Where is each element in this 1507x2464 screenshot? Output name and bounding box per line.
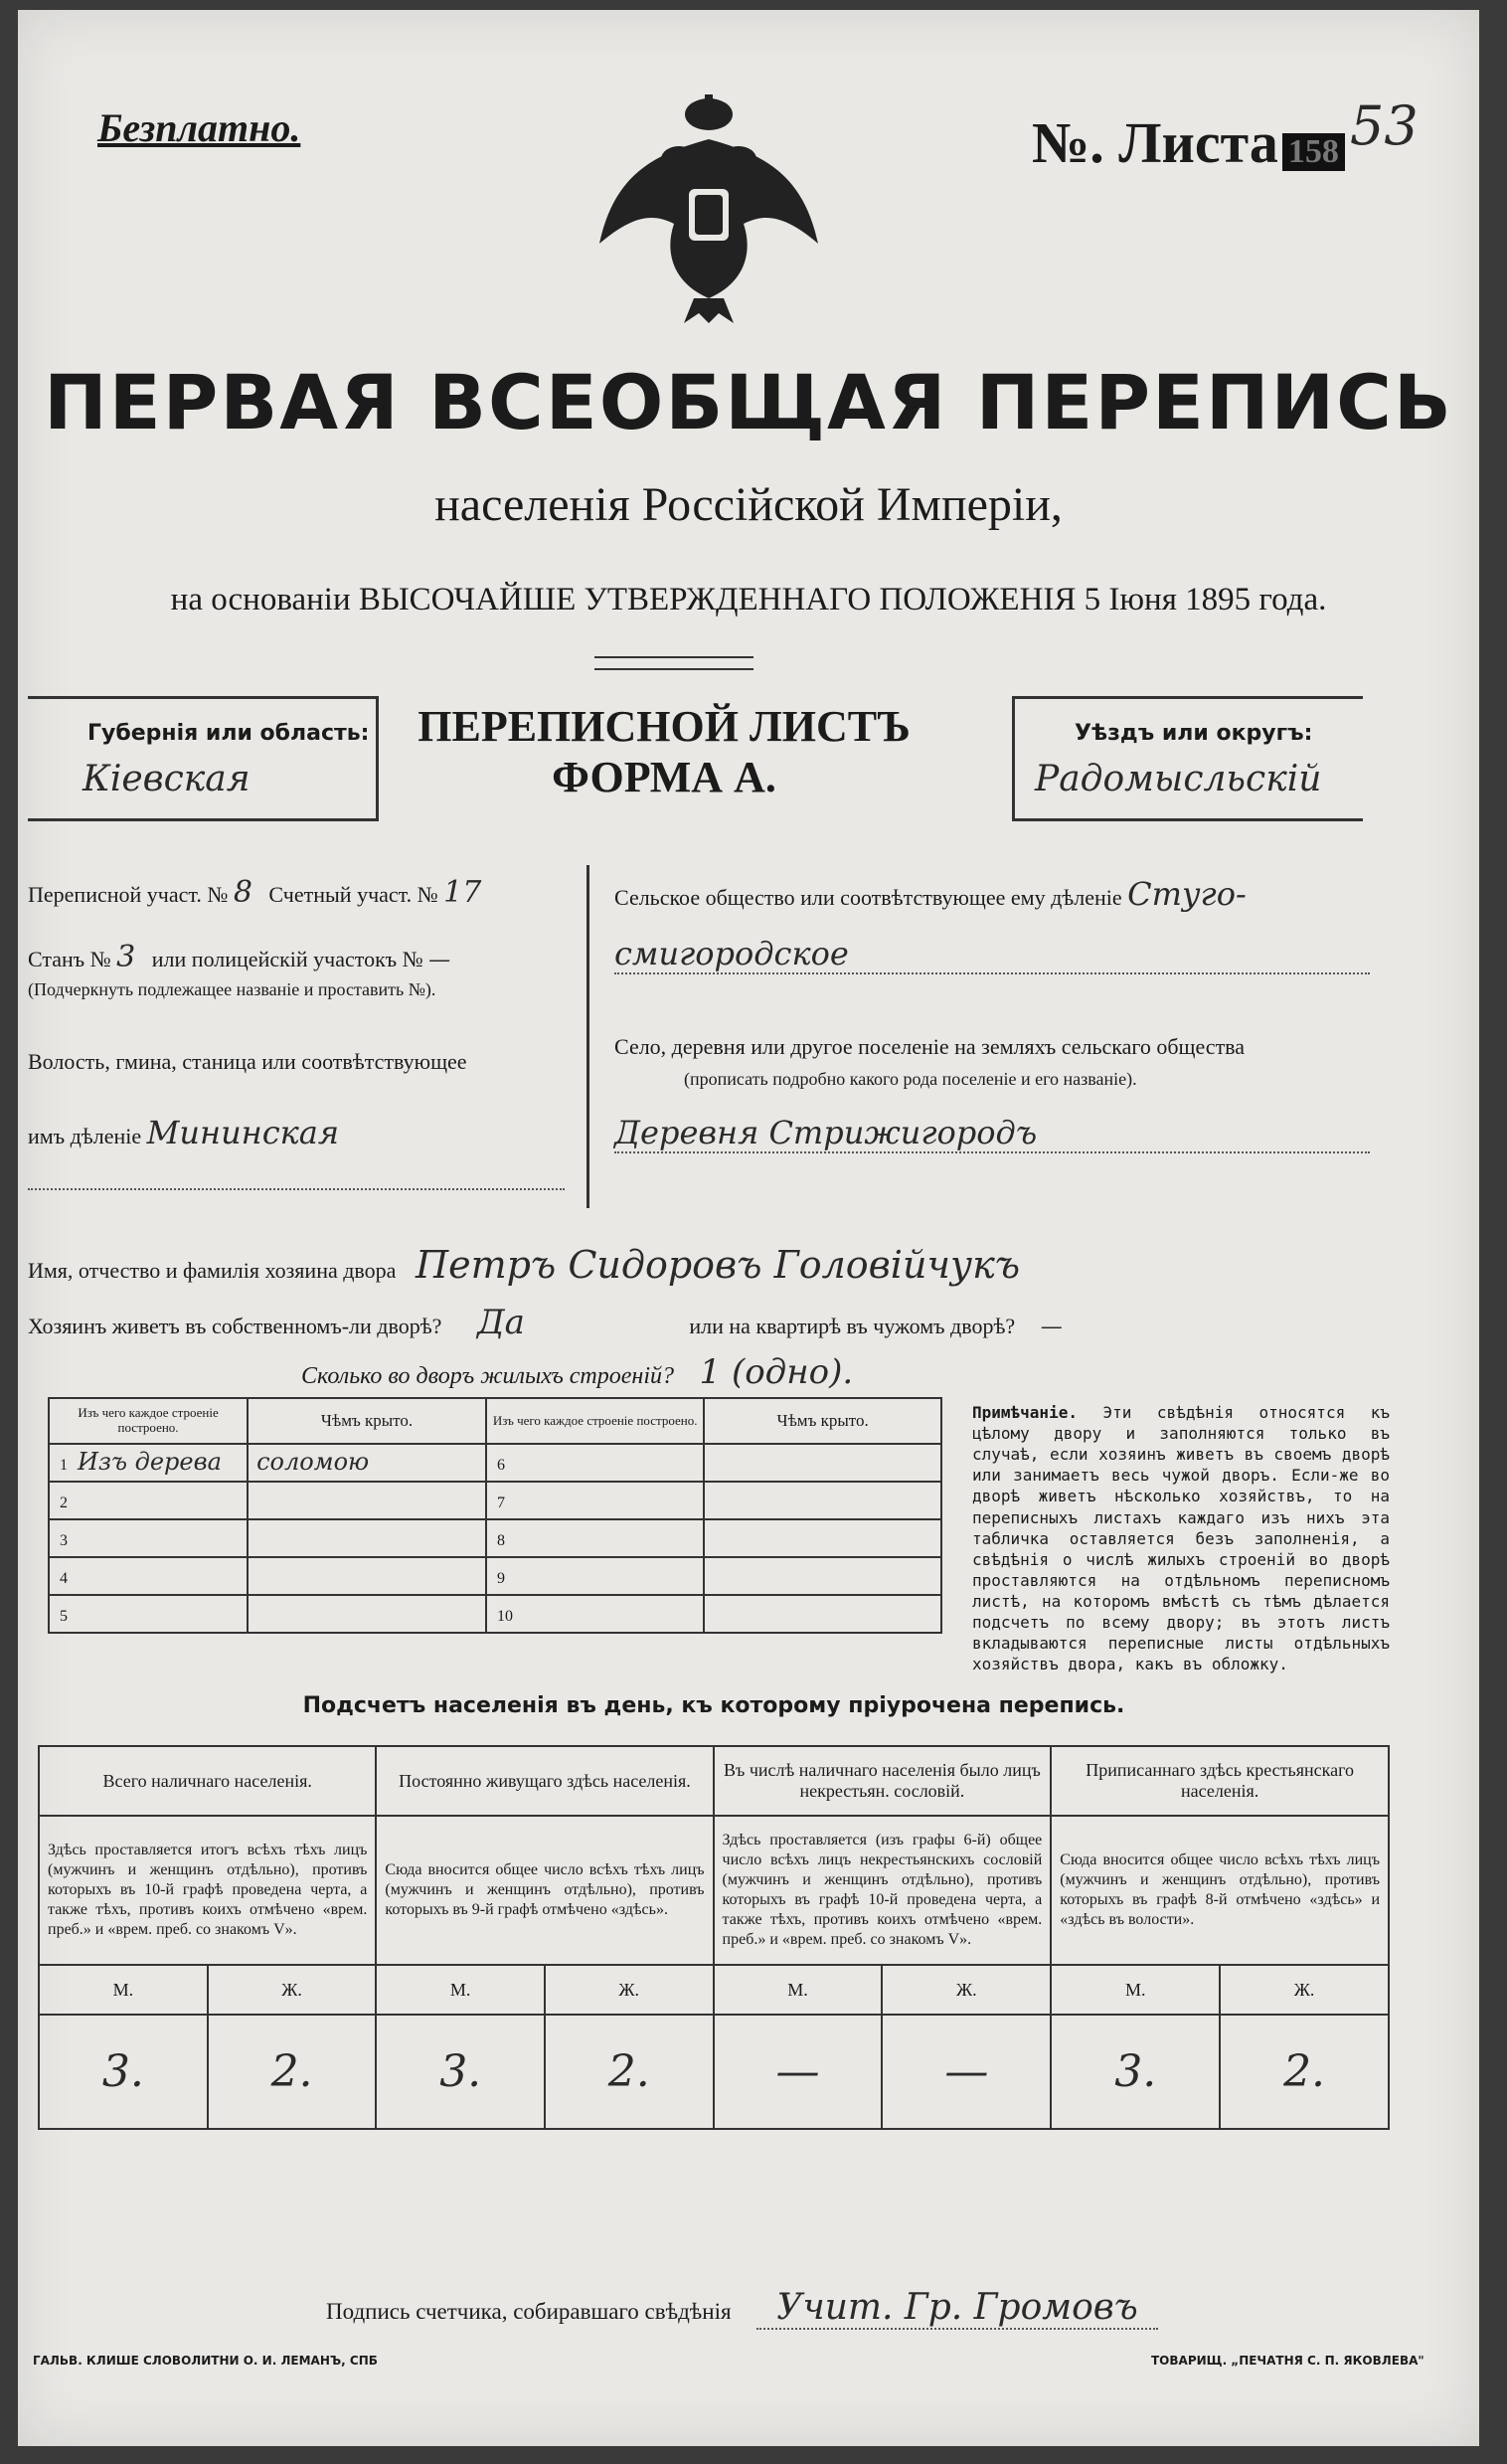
district-box: [1012, 696, 1363, 821]
building-material-cell: [49, 1519, 248, 1557]
building-roof-cell: [704, 1557, 941, 1595]
note-text: Эти свѣдѣнія относятся къ цѣлому двору и заполняются только въ случаѣ, если хозяинъ живетъ въ своемъ дворѣ или занимаетъ весь чужой дворъ. Если-же во дворѣ живетъ нѣсколько хозяйствъ, то на переписныхъ листахъ каждаго изъ нихъ эта табличка оставляется безъ заполненія, а свѣдѣнія о числѣ жилыхъ строеній во дворѣ проставляются на отдѣльномъ переписномъ листѣ, на которомъ вмѣстѣ съ тѣмъ дѣлается подсчетъ по всему двору; въ этотъ листъ вкладываются переписные листы отдѣльныхъ хозяйствъ двора, какъ въ обложку.: [972, 1403, 1390, 1674]
building-roof-cell: [704, 1519, 941, 1557]
signature-label: Подпись счетчика, собиравшаго свѣдѣнія: [326, 2299, 732, 2324]
female-count: 2.: [208, 2015, 377, 2129]
rented-value: —: [1040, 1315, 1063, 1339]
society-value-1: Стуго-: [1127, 875, 1247, 913]
table-row: [49, 1482, 941, 1519]
row-number: 7: [497, 1495, 506, 1512]
female-header: Ж.: [545, 1965, 714, 2015]
count-area-label: Счетный участ. №: [268, 882, 438, 907]
ornament-divider: [594, 656, 754, 670]
col-roof-right: Чѣмъ крыто.: [704, 1398, 941, 1444]
building-roof-cell: [704, 1595, 941, 1633]
population-column-title: Постоянно живущаго здѣсь населенія.: [376, 1746, 713, 1816]
footer-left: ГАЛЬВ. КЛИШЕ СЛОВОЛИТНИ О. И. ЛЕМАНЪ, СПБ: [33, 2354, 378, 2368]
right-fields: [614, 855, 1390, 1203]
stan-value: 3: [116, 940, 136, 974]
archive-page-number: 53: [1350, 94, 1419, 157]
coat-of-arms-icon: [594, 94, 823, 323]
owner-name-value: Петръ Сидоровъ Головійчукъ: [415, 1243, 1021, 1287]
footer-right: ТОВАРИЩ. „ПЕЧАТНЯ С. П. ЯКОВЛЕВА": [1151, 2354, 1424, 2368]
male-header: М.: [1051, 1965, 1220, 2015]
volost-label-2: имъ дѣленіе: [28, 1124, 142, 1148]
row-number: 10: [497, 1608, 514, 1626]
building-roof-cell: [248, 1595, 486, 1633]
district-value: Радомысльскій: [1035, 759, 1322, 799]
male-count: —: [714, 2015, 883, 2129]
signature-value: Учит. Гр. Громовъ: [756, 2287, 1157, 2330]
owner-name-label: Имя, отчество и фамилія хозяина двора: [28, 1258, 397, 1283]
sheet-number: [1032, 109, 1345, 176]
population-heading: Подсчетъ населенія въ день, къ которому пріурочена перепись.: [302, 1693, 1125, 1718]
building-material-cell: [486, 1557, 704, 1595]
row-number: 1: [60, 1457, 68, 1475]
owner-section: [28, 1223, 1400, 1402]
row-number: 6: [497, 1457, 506, 1475]
row-number: 3: [60, 1532, 68, 1550]
district-label: Уѣздъ или округъ:: [1075, 721, 1313, 746]
society-label: Сельское общество или соотвѣтствующее ему дѣленіе: [614, 885, 1122, 910]
left-fields: [28, 855, 585, 1203]
province-label: Губернія или область:: [87, 721, 370, 746]
population-table: [38, 1745, 1390, 2130]
population-column-description: Здѣсь проставляется итогъ всѣхъ тѣхъ лицъ (мужчинъ и женщинъ отдѣльно), противъ которыхъ въ 10-й графѣ проведена черта, а также тѣхъ, противъ коихъ отмѣчено «врем. преб.» и «врем. преб. со знакомъ V».: [39, 1816, 376, 1965]
col-material-left: Изъ чего каждое строеніе построено.: [49, 1398, 248, 1444]
note-block: [972, 1402, 1390, 1674]
form-title: [396, 701, 932, 802]
table-row: [49, 1444, 941, 1482]
village-label: Село, деревня или другое поселеніе на земляхъ сельскаго общества: [614, 1034, 1246, 1059]
page-subtitle: населенія Россійской Имперіи,: [434, 478, 1063, 531]
female-header: Ж.: [1220, 1965, 1389, 2015]
building-roof-cell: [248, 1482, 486, 1519]
building-roof-cell: [704, 1444, 941, 1482]
female-header: Ж.: [208, 1965, 377, 2015]
village-note: (прописать подробно какого рода поселеніе и его названіе).: [684, 1069, 1137, 1089]
page-title: ПЕРВАЯ ВСЕОБЩАЯ ПЕРЕПИСЬ: [44, 358, 1453, 446]
buildings-value: 1 (одно).: [699, 1352, 854, 1392]
province-value: Кіевская: [83, 759, 251, 799]
row-number: 4: [60, 1570, 68, 1588]
free-label: Безплатно.: [97, 105, 301, 150]
volost-extra-line: [28, 1188, 565, 1190]
building-roof-cell: [248, 1519, 486, 1557]
population-column-description: Сюда вносится общее число всѣхъ тѣхъ лицъ (мужчинъ и женщинъ отдѣльно), противъ которыхъ въ 9-й графѣ отмѣчено «здѣсь».: [376, 1816, 713, 1965]
underline-note: (Подчеркнуть подлежащее названіе и проставить №).: [28, 979, 436, 999]
note-title: Примѣчаніе.: [972, 1403, 1078, 1422]
building-material-cell: [486, 1444, 704, 1482]
female-count: —: [882, 2015, 1051, 2129]
census-sheet: [18, 10, 1479, 2446]
building-material-cell: [486, 1595, 704, 1633]
count-area-value: 17: [443, 875, 482, 910]
own-yard-label: Хозяинъ живетъ въ собственномъ-ли дворѣ?: [28, 1314, 442, 1338]
rented-label: или на квартирѣ въ чужомъ дворѣ?: [689, 1314, 1016, 1338]
buildings-table-body: [49, 1444, 941, 1633]
legal-basis: на основаніи ВЫСОЧАЙШЕ УТВЕРЖДЕННАГО ПОЛОЖЕНІЯ 5 Іюня 1895 года.: [170, 582, 1327, 617]
form-title-line2: ФОРМА А.: [552, 753, 776, 801]
female-count: 2.: [1220, 2015, 1389, 2129]
male-header: М.: [376, 1965, 545, 2015]
male-count: 3.: [1051, 2015, 1220, 2129]
buildings-label: Сколько во дворъ жилыхъ строеній?: [301, 1363, 674, 1389]
row-number: 9: [497, 1570, 506, 1588]
col-roof-left: Чѣмъ крыто.: [248, 1398, 486, 1444]
row-number: 5: [60, 1608, 68, 1626]
building-material-cell: [49, 1595, 248, 1633]
building-roof-cell: [704, 1482, 941, 1519]
census-area-value: 8: [233, 875, 252, 910]
building-material-cell: [486, 1519, 704, 1557]
population-column-title: Приписаннаго здѣсь крестьянскаго населенія.: [1051, 1746, 1389, 1816]
form-title-line1: ПЕРЕПИСНОЙ ЛИСТЪ: [418, 702, 911, 751]
volost-value: Мининская: [146, 1114, 340, 1151]
male-header: М.: [39, 1965, 208, 2015]
table-row: [49, 1595, 941, 1633]
sheet-number-label: №. Листа: [1032, 110, 1278, 175]
building-roof-cell: [248, 1444, 486, 1482]
male-header: М.: [714, 1965, 883, 2015]
police-value: —: [428, 948, 451, 972]
row-number: 2: [60, 1495, 68, 1512]
building-material-cell: [49, 1444, 248, 1482]
census-area-label: Переписной участ. №: [28, 882, 229, 907]
material-value: Изъ дерева: [78, 1448, 222, 1477]
col-material-right: Изъ чего каждое строеніе построено.: [486, 1398, 704, 1444]
table-row: [49, 1519, 941, 1557]
stan-label: Станъ №: [28, 947, 111, 971]
own-yard-value: Да: [476, 1303, 525, 1342]
building-material-cell: [49, 1557, 248, 1595]
population-column-description: Сюда вносится общее число всѣхъ тѣхъ лицъ (мужчинъ и женщинъ отдѣльно), противъ которыхъ въ графѣ 8-й отмѣчено «здѣсь» и «здѣсь въ волости».: [1051, 1816, 1389, 1965]
building-material-cell: [49, 1482, 248, 1519]
police-label: или полицейскій участокъ №: [151, 947, 423, 971]
building-roof-cell: [248, 1557, 486, 1595]
roof-value: соломою: [256, 1448, 370, 1477]
province-box: [28, 696, 379, 821]
population-column-description: Здѣсь проставляется (изъ графы 6-й) общее число всѣхъ лицъ некрестьянскихъ сословій (мужчинъ и женщинъ отдѣльно), противъ которыхъ въ графѣ 10-й проведена черта, а также тѣхъ, противъ коихъ отмѣчено «врем. преб.» и «врем. преб. со знакомъ V».: [714, 1816, 1052, 1965]
population-column-title: Всего наличнаго населенія.: [39, 1746, 376, 1816]
male-count: 3.: [39, 2015, 208, 2129]
female-header: Ж.: [882, 1965, 1051, 2015]
village-value: Деревня Стрижигородъ: [614, 1114, 1370, 1153]
sheet-number-value: 158: [1282, 133, 1345, 171]
male-count: 3.: [376, 2015, 545, 2129]
row-number: 8: [497, 1532, 506, 1550]
building-material-cell: [486, 1482, 704, 1519]
society-value-2: смигородское: [614, 935, 1370, 974]
population-column-title: Въ числѣ наличнаго населенія было лицъ некрестьян. сословій.: [714, 1746, 1052, 1816]
buildings-table: [48, 1397, 942, 1634]
vertical-divider: [586, 865, 589, 1208]
female-count: 2.: [545, 2015, 714, 2129]
volost-label: Волость, гмина, станица или соотвѣтствующее: [28, 1049, 467, 1074]
table-row: [49, 1557, 941, 1595]
